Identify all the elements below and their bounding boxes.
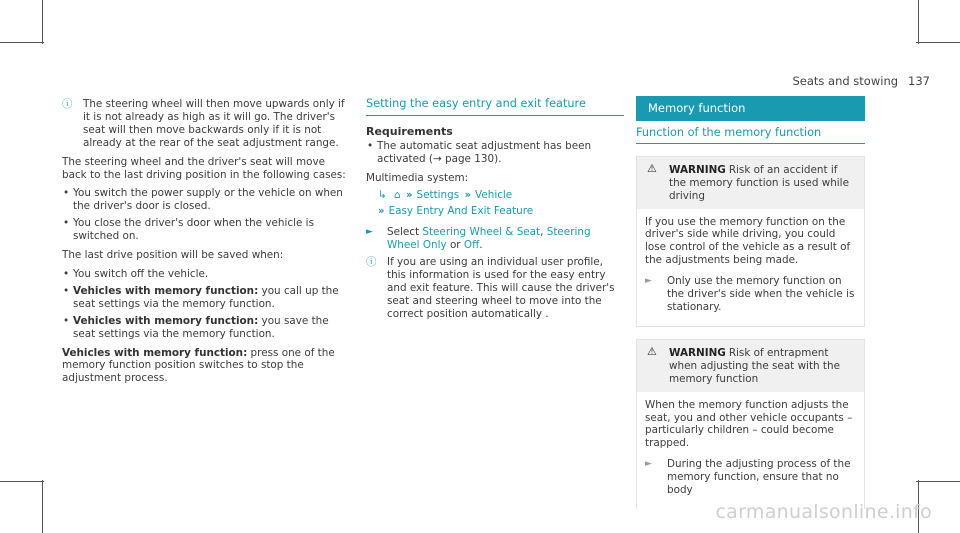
crop-mark (42, 480, 43, 533)
warning-header (637, 157, 864, 209)
list-item: • You switch off the vehicle. (62, 268, 352, 281)
warning-body (637, 392, 864, 509)
section-heading: Function of the memory function (636, 121, 865, 144)
chevron-icon: ›› (378, 205, 383, 218)
warning-header (637, 340, 864, 392)
item-text: you save the seat settings via the memory function. (73, 314, 329, 340)
warning-label: WARNING (669, 346, 726, 359)
option-steering-wheel-seat: Steering Wheel & Seat (422, 226, 541, 239)
info-icon: ⓘ (62, 98, 73, 110)
warning-text: When the memory function adjusts the seat, you and other vehicle occupants – particularly children – could become trapped. (645, 398, 853, 450)
note-text: The steering wheel will then move upwards only if it is not already as high as it will go. The driver's seat will then move backwards only if it is not already at the rear of the seat adjustment range. (83, 98, 345, 149)
info-icon: ⓘ (366, 256, 377, 269)
step-text: Select (387, 226, 423, 239)
path-vehicle: Vehicle (475, 188, 513, 201)
column-middle (366, 98, 624, 321)
menu-path (366, 189, 624, 202)
warning-label: WARNING (669, 163, 726, 176)
instruction-step (366, 226, 624, 252)
column-right (636, 98, 865, 521)
crop-mark (0, 481, 44, 482)
list-item (62, 285, 352, 311)
warning-body (637, 209, 864, 326)
path-easy-entry: Easy Entry And Exit Feature (388, 205, 534, 218)
chevron-icon: ›› (405, 188, 411, 201)
bold-label: Vehicles with memory function: (62, 346, 248, 359)
home-icon: ⌂ (394, 188, 401, 201)
info-note (366, 256, 624, 321)
option-off: Off (463, 239, 480, 252)
menu-path (366, 205, 624, 218)
path-settings: Settings (416, 188, 460, 201)
enter-arrow-icon: ↳ (378, 188, 387, 201)
bullet-list (62, 268, 352, 341)
section-title: Seats and stowing (792, 74, 899, 88)
separator: , (540, 226, 547, 239)
page-header (792, 74, 930, 88)
bold-label: Vehicles with memory function: (73, 284, 259, 297)
paragraph: The steering wheel and the driver's seat will move back to the last driving position in the following cases: (62, 155, 346, 181)
arrow-step-icon: ► (366, 227, 373, 238)
bold-label: Vehicles with memory function: (73, 314, 259, 327)
crop-mark (918, 0, 919, 44)
paragraph-text: press one of the memory function position switches to stop the adjustment process. (62, 346, 335, 385)
step-text: During the adjusting process of the memory function, ensure that no body (667, 458, 851, 497)
list-item (62, 315, 352, 341)
crop-mark (916, 42, 960, 43)
step-text: or (446, 239, 464, 252)
arrow-step-icon: ► (645, 459, 652, 470)
crop-mark (42, 0, 43, 44)
section-heading: Setting the easy entry and exit feature (366, 98, 624, 116)
item-text: you call up the seat settings via the memory function. (73, 284, 339, 310)
paragraph: The last drive position will be saved when: (62, 249, 284, 262)
paragraph (62, 347, 352, 386)
list-item: • You switch the power supply or the vehicle on when the driver's door is closed. (62, 187, 352, 213)
crop-mark (0, 42, 44, 43)
page-number: 137 (908, 74, 930, 88)
multimedia-label: Multimedia system: (366, 171, 469, 184)
warning-triangle-icon: ⚠ (647, 344, 657, 358)
warning-triangle-icon: ⚠ (647, 161, 657, 175)
chapter-bar: Memory function (636, 96, 865, 121)
column-left (62, 98, 352, 391)
crop-mark (916, 481, 960, 482)
warning-title: Risk of an accident if the memory function is used while driving (669, 163, 849, 202)
step-text: . (479, 239, 483, 252)
bullet-list (62, 187, 352, 243)
warning-title: Risk of entrapment when adjusting the seat with the memory function (669, 346, 840, 385)
watermark: carmanualsonline.info (715, 501, 932, 523)
arrow-step-icon: ► (645, 276, 652, 287)
list-item: • The automatic seat adjustment has been activated (→ page 130). (366, 140, 624, 166)
requirements-list (366, 140, 624, 166)
warning-box (636, 156, 865, 327)
requirements-heading: Requirements (366, 124, 453, 138)
warning-text: If you use the memory function on the driver's side while driving, you could lose control of the vehicle as a result of the adjustments being made. (645, 215, 851, 267)
note-text: If you are using an individual user profile, this information is used for the easy entry and exit feature. This will cause the driver's seat and steering wheel to move into the correct position automatically . (387, 256, 615, 320)
option-steering-wheel-only: Steering Wheel Only (387, 226, 591, 252)
chevron-icon: ›› (464, 188, 470, 201)
step-text: Only use the memory function on the driver's side when the vehicle is stationary. (667, 275, 855, 313)
info-note (62, 98, 352, 150)
instruction-step (645, 275, 856, 314)
warning-box (636, 339, 865, 509)
list-item: • You close the driver's door when the vehicle is switched on. (62, 217, 352, 243)
instruction-step (645, 458, 856, 497)
